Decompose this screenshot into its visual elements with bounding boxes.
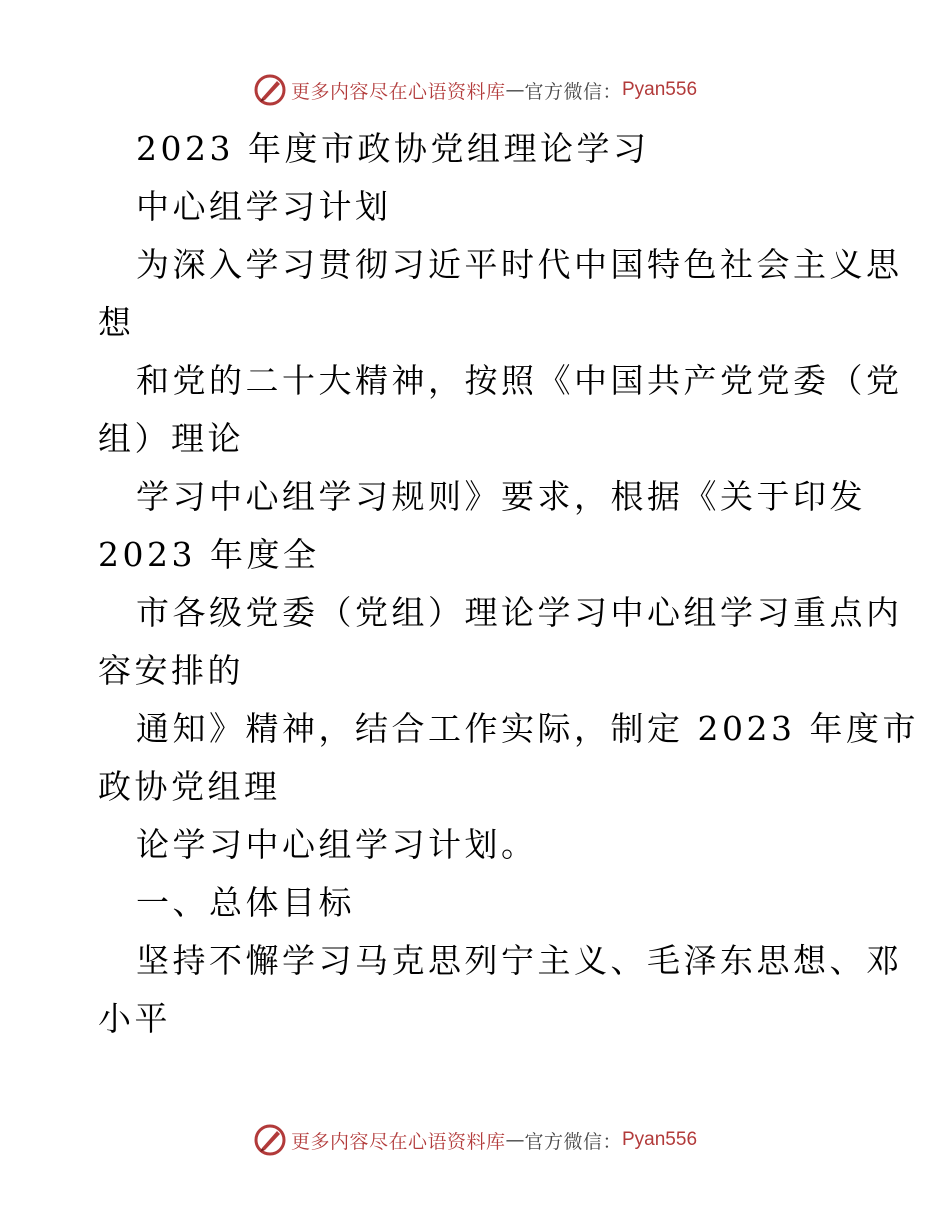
banner-site-text: 更多内容尽在心语资料库	[290, 1130, 506, 1153]
paragraph-line: 容安排的	[98, 651, 244, 690]
banner-site-text: 更多内容尽在心语资料库	[290, 80, 506, 103]
paragraph-line: 想	[98, 303, 135, 342]
document-body	[98, 120, 919, 1048]
paragraph-line: 坚持不懈学习马克思列宁主义、毛泽东思想、邓	[136, 941, 903, 980]
paragraph-line: 政协党组理	[98, 767, 281, 806]
banner-wechat-id: Pyan556	[622, 79, 698, 100]
quill-pen-circle-icon	[253, 73, 287, 107]
section-heading: 一、总体目标	[136, 883, 355, 922]
paragraph-line: 小平	[98, 999, 171, 1038]
paragraph-line: 2023 年度全	[98, 535, 320, 574]
banner-wechat-label: 官方微信：	[524, 80, 622, 103]
paragraph-line: 论学习中心组学习计划。	[136, 825, 538, 864]
doc-title-line-1: 2023 年度市政协党组理论学习	[136, 129, 650, 168]
paragraph-line: 和党的二十大精神，按照《中国共产党党委（党	[136, 361, 903, 400]
paragraph-line: 为深入学习贯彻习近平时代中国特色社会主义思	[136, 245, 903, 284]
banner-dash: —	[505, 79, 525, 101]
paragraph-line: 学习中心组学习规则》要求，根据《关于印发	[136, 477, 866, 516]
banner-wechat-id: Pyan556	[622, 1129, 698, 1150]
paragraph-line: 通知》精神，结合工作实际，制定 2023 年度市	[136, 709, 919, 748]
header-banner	[0, 70, 950, 110]
quill-pen-circle-icon	[253, 1123, 287, 1157]
doc-title-line-2: 中心组学习计划	[136, 187, 392, 226]
banner-wechat-label: 官方微信：	[524, 1130, 622, 1153]
footer-banner	[0, 1120, 950, 1160]
paragraph-line: 组）理论	[98, 419, 244, 458]
paragraph-line: 市各级党委（党组）理论学习中心组学习重点内	[136, 593, 903, 632]
banner-dash: —	[505, 1129, 525, 1151]
